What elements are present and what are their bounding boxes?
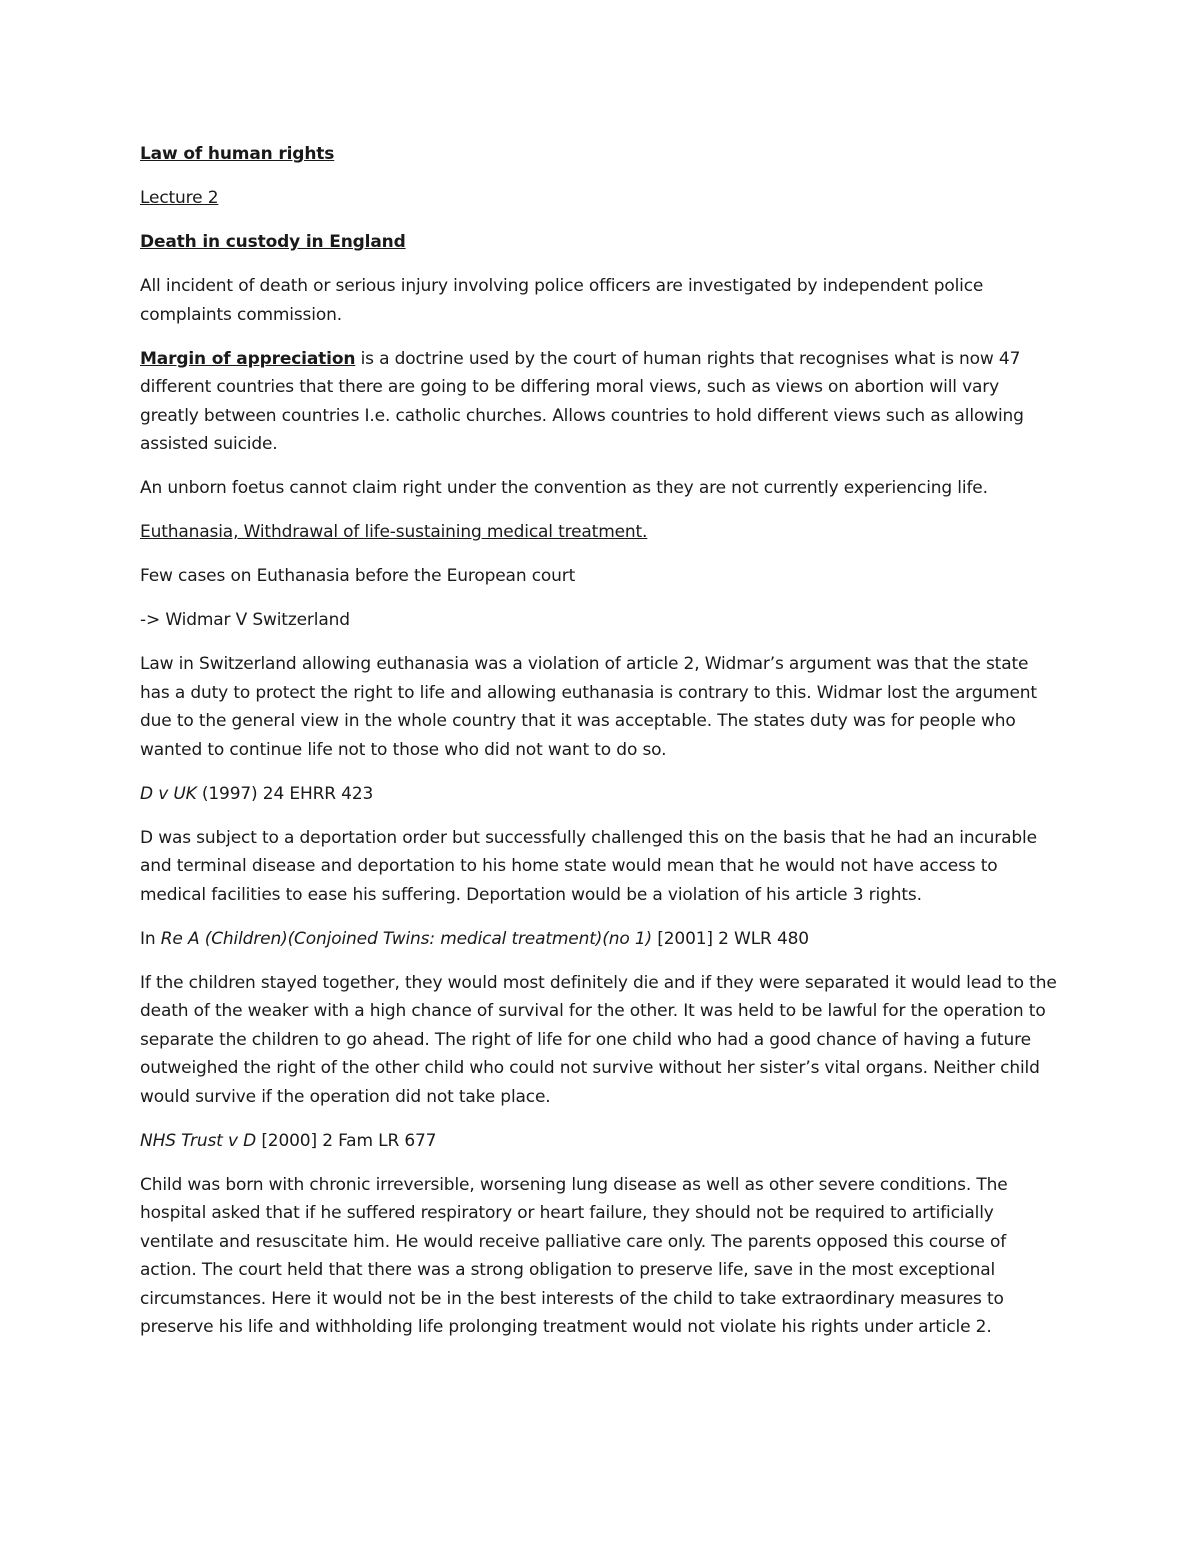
case-nhs-trust [140,1127,1060,1156]
margin-term: Margin of appreciation [140,348,356,369]
case-name: Re A (Children)(Conjoined Twins: medical treatment)(no 1) [160,928,652,949]
paragraph-re-a: If the children stayed together, they would most definitely die and if they were separated it would lead to the death of the weaker with a high chance of survival for the other. It was held to be lawful for the operation to separate the children to go ahead. The right of life for one child who had a good chance of having a future outweighed the right of the other child who could not survive without her sister’s vital organs. Neither child would survive if the operation did not take place. [140,972,1057,1107]
paragraph-d-v-uk: D was subject to a deportation order but successfully challenged this on the basis that he had an incurable and terminal disease and deportation to his home state would mean that he would not have access to medical facilities to ease his suffering. Deportation would be a violation of his article 3 rights. [140,827,1037,905]
case-name: NHS Trust v D [140,1130,257,1151]
paragraph-nhs-trust: Child was born with chronic irreversible, worsening lung disease as well as other severe conditions. The hospital asked that if he suffered respiratory or heart failure, they should not be required to artificially ventilate and resuscitate him. He would receive palliative care only. The parents opposed this course of action. The court held that there was a strong obligation to preserve life, save in the most exceptional circumstances. Here it would not be in the best interests of the child to take extraordinary measures to preserve his life and withholding life prolonging treatment would not violate his rights under article 2. [140,1174,1008,1337]
paragraph-police-complaints: All incident of death or serious injury involving police officers are investigated by independent police complaints commission. [140,276,984,325]
lecture-label: Lecture 2 [140,188,219,208]
paragraph-widmar: Law in Switzerland allowing euthanasia was a violation of article 2, Widmar’s argument was that the state has a duty to protect the right to life and allowing euthanasia is contrary to this. Widmar lost the argument due to the general view in the whole country that it was acceptable. The states duty was for people who wanted to continue life not to those who did not want to do so. [140,654,1037,760]
euthanasia-heading: Euthanasia, Withdrawal of life-sustaining medical treatment. [140,522,648,542]
case-citation: [2000] 2 Fam LR 677 [256,1130,437,1151]
case-citation: [2001] 2 WLR 480 [652,928,809,949]
paragraph-margin-of-appreciation [140,345,1060,459]
case-d-v-uk [140,780,1060,809]
paragraph-few-cases: Few cases on Euthanasia before the European court [140,566,576,586]
case-name: D v UK [140,783,197,804]
document-page [140,140,1060,1357]
case-citation: (1997) 24 EHRR 423 [196,783,374,804]
paragraph-unborn-foetus: An unborn foetus cannot claim right under the convention as they are not currently experiencing life. [140,478,988,498]
case-widmar: -> Widmar V Switzerland [140,610,350,630]
case-re-a: In Re A (Children)(Conjoined Twins: medical treatment)(no 1) [2001] 2 WLR 480 [140,928,809,949]
section-heading: Death in custody in England [140,232,406,252]
margin-text: is a doctrine used by the court of human rights that recognises what is now 47 different countries that there are going to be differing moral views, such as views on abortion will vary greatly between countries I.e. catholic churches. Allows countries to hold different views such as allowing assisted suicide. [140,348,1024,454]
document-title: Law of human rights [140,144,335,164]
